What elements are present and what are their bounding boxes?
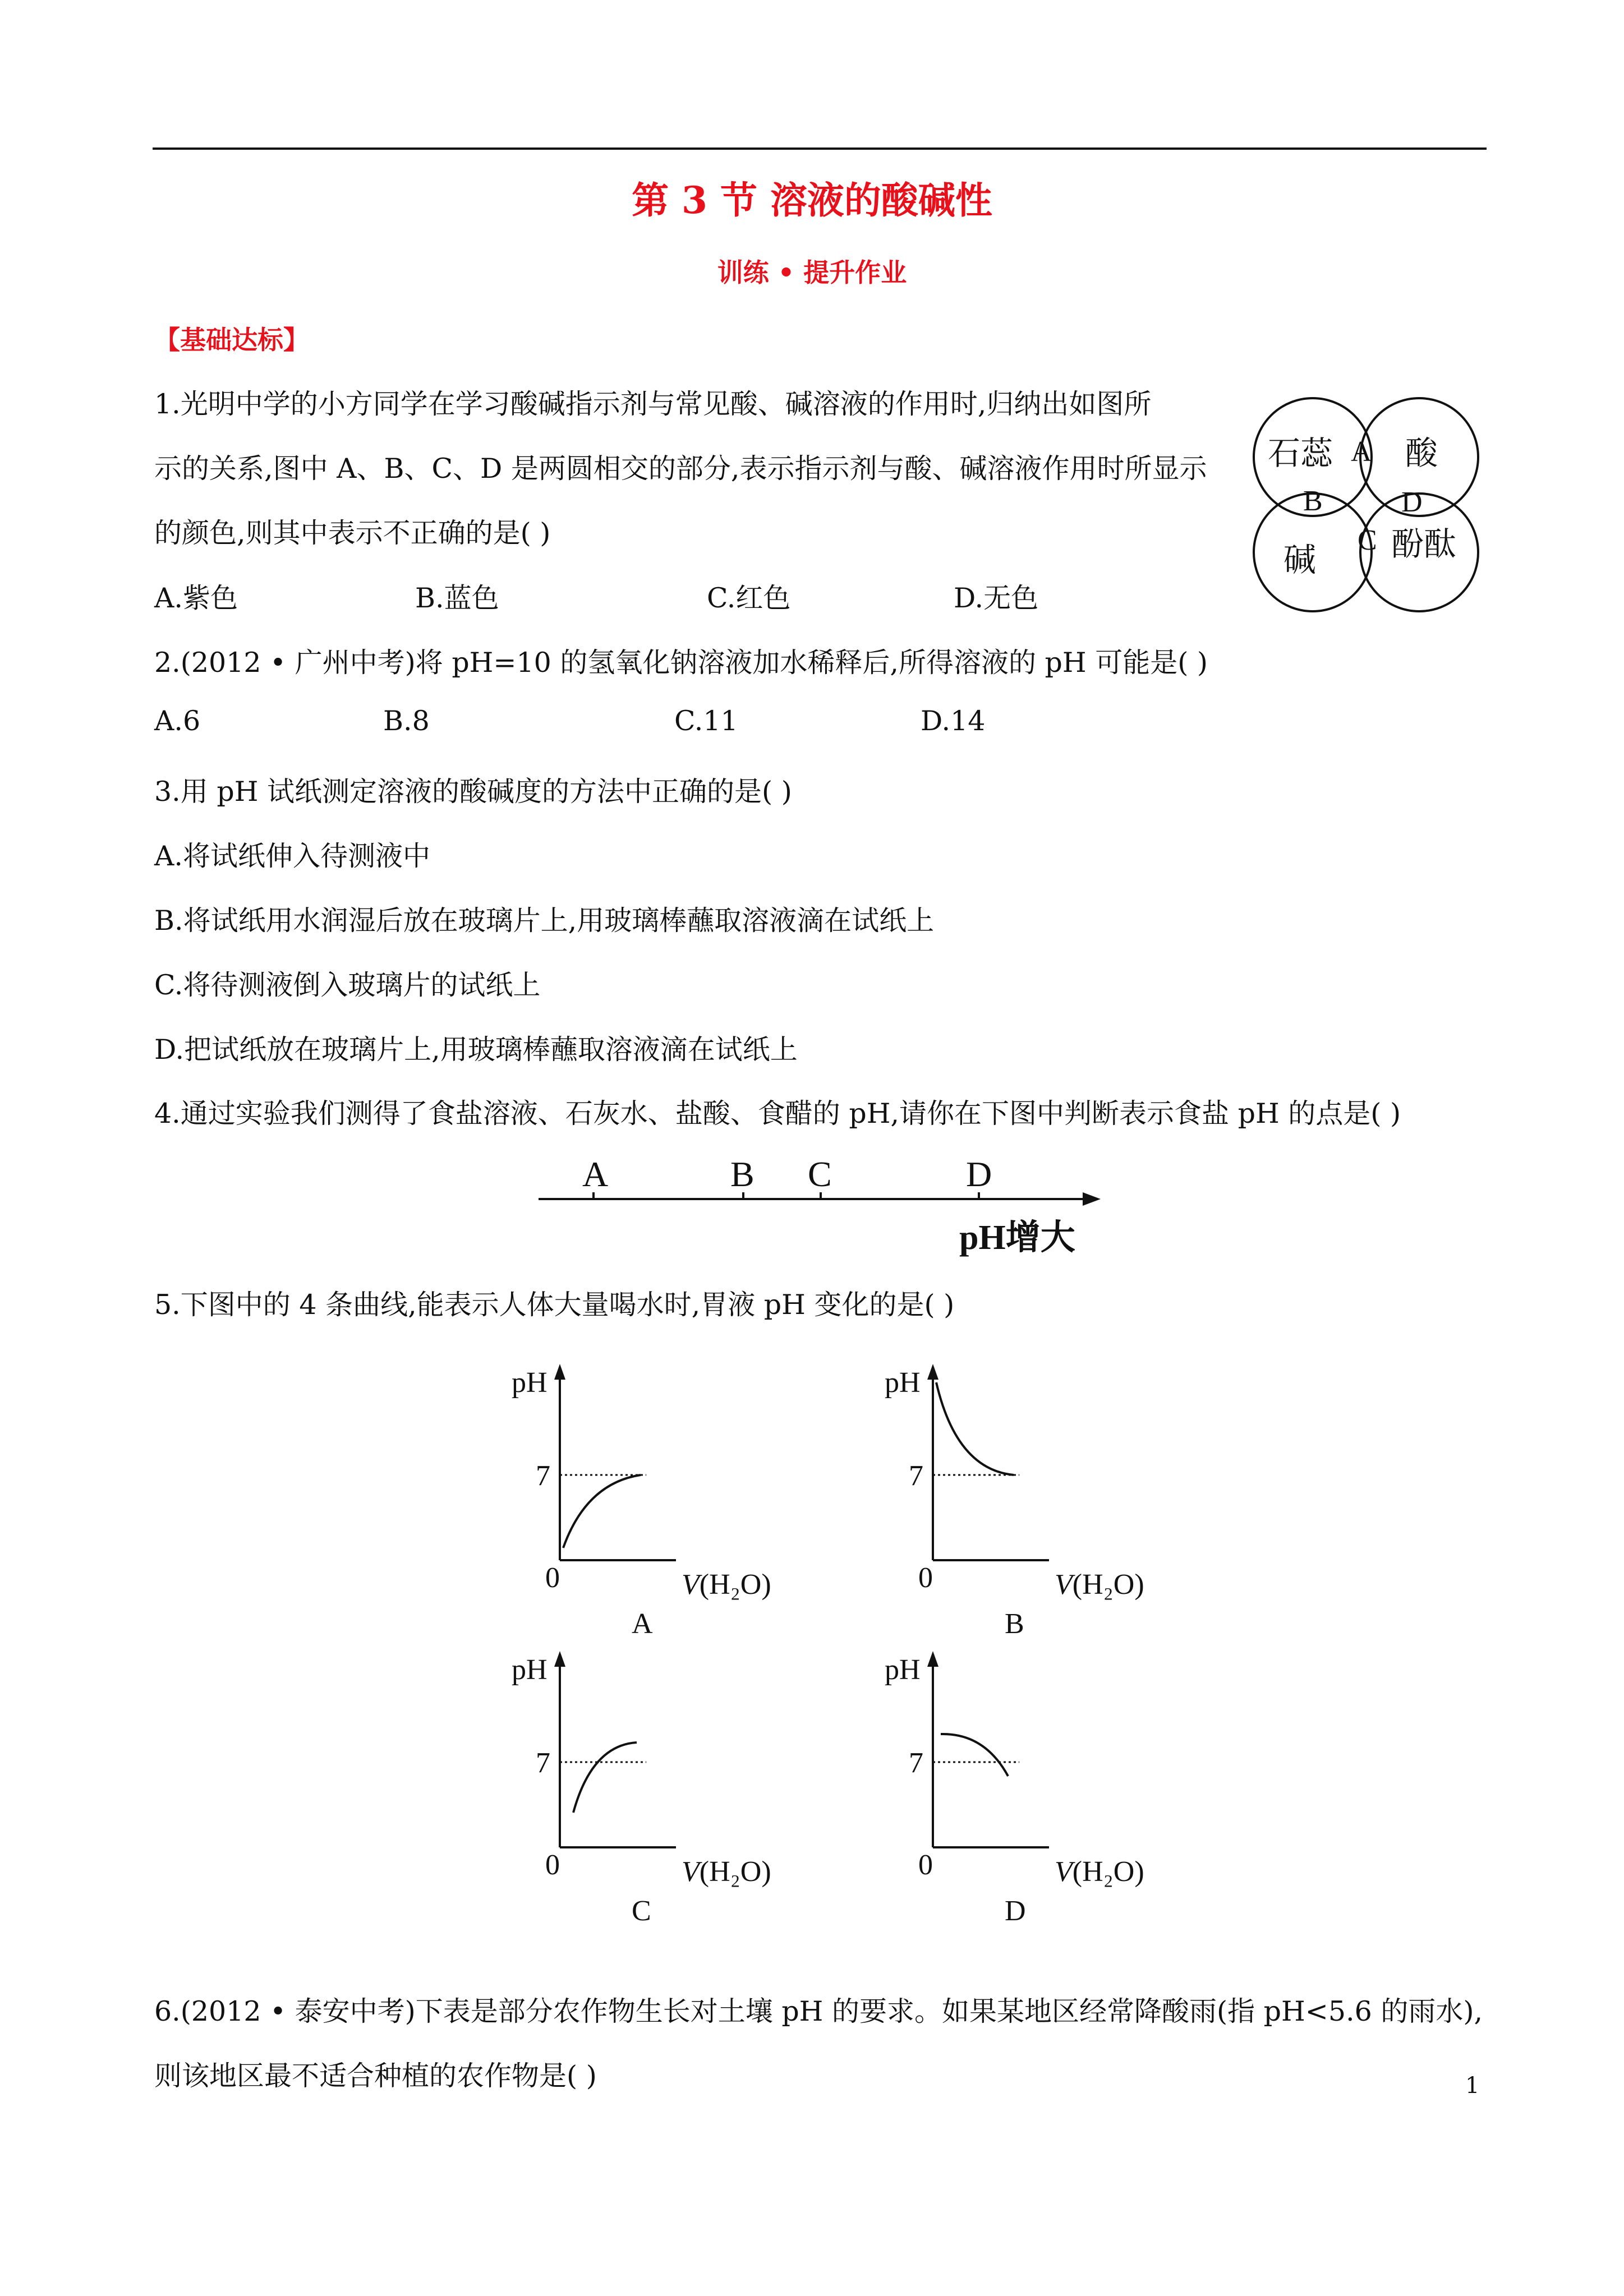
- q5-curve-c: [573, 1742, 637, 1813]
- q2-option-d[interactable]: D.14: [921, 705, 986, 737]
- q5-graph-a-origin: 0: [545, 1562, 560, 1594]
- q1-line-3: 的颜色,则其中表示不正确的是( ): [154, 517, 551, 549]
- q5-graph-c-ylabel: pH: [512, 1654, 548, 1686]
- svg-text:V(H₂O): V(H₂O): [1055, 1856, 1144, 1888]
- q4-line: 4.通过实验我们测得了食盐溶液、石灰水、盐酸、食醋的 pH,请你在下图中判断表示食盐 pH 的点是( ): [154, 1098, 1401, 1129]
- q3-option-d[interactable]: D.把试纸放在玻璃片上,用玻璃棒蘸取溶液滴在试纸上: [154, 1034, 798, 1066]
- page-title: 第 3 节 溶液的酸碱性: [632, 178, 992, 222]
- q1-line-2: 示的关系,图中 A、B、C、D 是两圆相交的部分,表示指示剂与酸、碱溶液作用时所显示: [154, 453, 1207, 485]
- section-heading: 【基础达标】: [154, 325, 309, 355]
- venn-region-c: C: [1358, 524, 1377, 556]
- page-number: 1: [1465, 2073, 1480, 2099]
- venn-region-b: B: [1303, 485, 1323, 517]
- q5-graph-d-ref: 7: [909, 1747, 923, 1779]
- q2-option-b[interactable]: B.8: [383, 705, 430, 737]
- q1-option-b[interactable]: B.蓝色: [415, 582, 499, 614]
- venn-region-d: D: [1401, 486, 1423, 518]
- q2-option-a[interactable]: A.6: [154, 705, 201, 737]
- q5-line: 5.下图中的 4 条曲线,能表示人体大量喝水时,胃液 pH 变化的是( ): [154, 1289, 955, 1321]
- q5-curve-d: [941, 1734, 1008, 1776]
- q6-line-2: 则该地区最不适合种植的农作物是( ): [154, 2060, 597, 2092]
- svg-text:V(H₂O): V(H₂O): [682, 1569, 771, 1601]
- q3-option-c[interactable]: C.将待测液倒入玻璃片的试纸上: [154, 969, 541, 1001]
- q5-graph-b-ylabel: pH: [885, 1367, 921, 1399]
- q5-graph-b: [885, 1364, 1144, 1640]
- svg-text:V(H₂O): V(H₂O): [1055, 1569, 1144, 1601]
- ph-point-b: B: [730, 1154, 755, 1194]
- q3-option-b[interactable]: B.将试纸用水润湿后放在玻璃片上,用玻璃棒蘸取溶液滴在试纸上: [154, 905, 935, 937]
- q5-graph-c-origin: 0: [545, 1849, 560, 1881]
- q1-option-c[interactable]: C.红色: [707, 582, 791, 614]
- q5-curve-b: [936, 1382, 1014, 1475]
- q5-graph-a-ref: 7: [536, 1460, 550, 1492]
- q6-line-1: 6.(2012 • 泰安中考)下表是部分农作物生长对土壤 pH 的要求。如果某地区经常降酸雨(指 pH<5.6 的雨水),: [154, 1995, 1483, 2027]
- q5-graph-d-ylabel: pH: [885, 1654, 921, 1686]
- q5-graph-b-caption: B: [1005, 1608, 1024, 1640]
- venn-label-acid: 酸: [1405, 435, 1438, 472]
- q2-line: 2.(2012 • 广州中考)将 pH=10 的氢氧化钠溶液加水稀释后,所得溶液的 pH 可能是( ): [154, 647, 1208, 679]
- q5-graph-c: [512, 1651, 771, 1927]
- q5-graph-b-origin: 0: [918, 1562, 933, 1594]
- venn-label-base: 碱: [1283, 542, 1317, 578]
- q3-option-a[interactable]: A.将试纸伸入待测液中: [154, 840, 430, 872]
- ph-point-c: C: [808, 1154, 832, 1194]
- venn-label-litmus: 石蕊: [1268, 435, 1333, 472]
- q1-venn-diagram: [1251, 393, 1487, 617]
- q1-option-d[interactable]: D.无色: [954, 582, 1039, 614]
- q5-graph-a: [512, 1364, 771, 1640]
- ph-axis-arrow: [1083, 1192, 1101, 1206]
- q5-graph-a-ylabel: pH: [512, 1367, 548, 1399]
- q5-graph-c-ref: 7: [536, 1747, 550, 1779]
- q5-graph-d-caption: D: [1005, 1895, 1026, 1927]
- venn-region-a: A: [1351, 436, 1372, 468]
- header-rule: [153, 147, 1487, 150]
- venn-label-phenolphthalein: 酚酞: [1391, 526, 1457, 563]
- q4-ph-axis: [533, 1138, 1111, 1262]
- ph-point-a: A: [582, 1154, 609, 1194]
- q5-curve-a: [563, 1475, 641, 1548]
- q5-graph-c-caption: C: [632, 1895, 651, 1927]
- q1-option-a[interactable]: A.紫色: [154, 582, 238, 614]
- q5-graphs: [494, 1357, 1195, 1968]
- q5-graph-d: [885, 1651, 1144, 1927]
- q2-option-c[interactable]: C.11: [674, 705, 738, 737]
- q5-graph-b-ref: 7: [909, 1460, 923, 1492]
- q1-line-1: 1.光明中学的小方同学在学习酸碱指示剂与常见酸、碱溶液的作用时,归纳出如图所: [154, 388, 1152, 420]
- svg-text:V(H₂O): V(H₂O): [682, 1856, 771, 1888]
- ph-point-d: D: [966, 1154, 992, 1194]
- page-subtitle: 训练 • 提升作业: [717, 257, 907, 288]
- q5-graph-a-caption: A: [632, 1608, 653, 1640]
- q5-graph-d-origin: 0: [918, 1849, 933, 1881]
- q3-line: 3.用 pH 试纸测定溶液的酸碱度的方法中正确的是( ): [154, 776, 792, 808]
- ph-axis-label: pH增大: [959, 1219, 1075, 1257]
